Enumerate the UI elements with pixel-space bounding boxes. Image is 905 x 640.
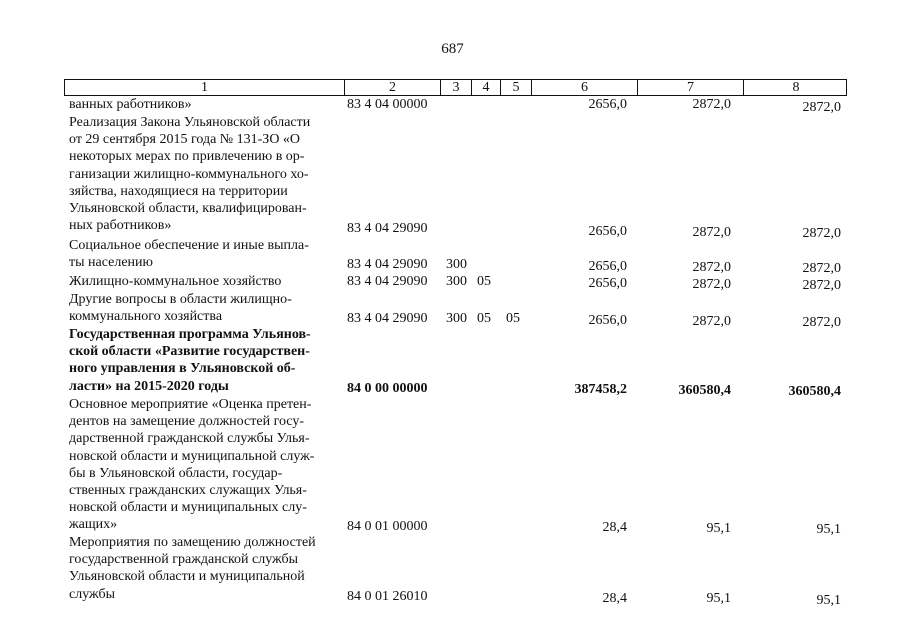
row-description: Государственная программа Ульянов- ской области «Развитие государствен- ного управления в Ульяновской об- ласти» на 2015-2020 годы <box>69 327 311 394</box>
column-header-8: 8 <box>743 80 848 95</box>
row-value-col6: 2656,0 <box>588 313 627 328</box>
row-value-col8: 2872,0 <box>802 100 841 115</box>
row-value-col7: 2872,0 <box>692 277 731 292</box>
row-col3: 300 <box>446 274 467 289</box>
row-value-col6: 2656,0 <box>588 276 627 291</box>
row-value-col6: 28,4 <box>602 591 627 606</box>
column-header-3: 3 <box>440 80 471 95</box>
column-header-7: 7 <box>637 80 743 95</box>
row-value-col7: 95,1 <box>706 521 731 536</box>
row-value-col7: 360580,4 <box>678 383 731 398</box>
row-value-col8: 360580,4 <box>788 384 841 399</box>
row-value-col6: 2656,0 <box>588 259 627 274</box>
row-description: Жилищно-коммунальное хозяйство <box>69 274 282 289</box>
column-header-6: 6 <box>531 80 637 95</box>
row-value-col8: 2872,0 <box>802 315 841 330</box>
page-number: 687 <box>441 41 464 57</box>
row-value-col6: 2656,0 <box>588 97 627 112</box>
row-value-col7: 95,1 <box>706 591 731 606</box>
row-code: 83 4 04 29090 <box>347 274 428 289</box>
row-value-col7: 2872,0 <box>692 225 731 240</box>
row-col4: 05 <box>477 274 491 289</box>
row-code: 83 4 04 29090 <box>347 257 428 272</box>
row-col5: 05 <box>506 311 520 326</box>
row-value-col7: 2872,0 <box>692 97 731 112</box>
row-description: Реализация Закона Ульяновской области от 29 сентября 2015 года № 131-ЗО «О некоторых мерах по привлечению в ор- ганизации жилищно-коммунального хо- зяйства, находящиеся на территории Ульяновской области, квалифицирован- ных работников» <box>69 115 311 234</box>
row-description: Основное мероприятие «Оценка претен- дентов на замещение должностей госу- дарственной гражданской службы Улья- новской области и муниципальной служ- бы в Ульяновской области, государ- ственных гражданских служащих Улья- новской области и муниципальных слу- жащих» <box>69 397 315 533</box>
column-header-5: 5 <box>500 80 531 95</box>
row-value-col8: 95,1 <box>816 522 841 537</box>
row-value-col8: 2872,0 <box>802 226 841 241</box>
column-header-4: 4 <box>471 80 500 95</box>
row-code: 84 0 01 26010 <box>347 589 428 604</box>
row-value-col7: 2872,0 <box>692 260 731 275</box>
column-header-2: 2 <box>344 80 440 95</box>
row-value-col7: 2872,0 <box>692 314 731 329</box>
row-code: 84 0 01 00000 <box>347 519 428 534</box>
row-description: Другие вопросы в области жилищно- коммунального хозяйства <box>69 292 292 325</box>
column-header-1: 1 <box>201 80 208 95</box>
row-value-col6: 387458,2 <box>574 382 627 397</box>
row-col3: 300 <box>446 311 467 326</box>
row-code: 83 4 04 00000 <box>347 97 428 112</box>
row-code: 84 0 00 00000 <box>347 381 428 396</box>
row-description: ванных работников» <box>69 97 192 112</box>
row-col4: 05 <box>477 311 491 326</box>
row-value-col8: 2872,0 <box>802 261 841 276</box>
row-value-col8: 2872,0 <box>802 278 841 293</box>
row-value-col8: 95,1 <box>816 593 841 608</box>
row-description: Социальное обеспечение и иные выпла- ты населению <box>69 238 309 271</box>
row-value-col6: 2656,0 <box>588 224 627 239</box>
row-value-col6: 28,4 <box>602 520 627 535</box>
row-code: 83 4 04 29090 <box>347 221 428 236</box>
row-description: Мероприятия по замещению должностей государственной гражданской службы Ульяновской области и муниципальной службы <box>69 535 316 602</box>
row-col3: 300 <box>446 257 467 272</box>
row-code: 83 4 04 29090 <box>347 311 428 326</box>
